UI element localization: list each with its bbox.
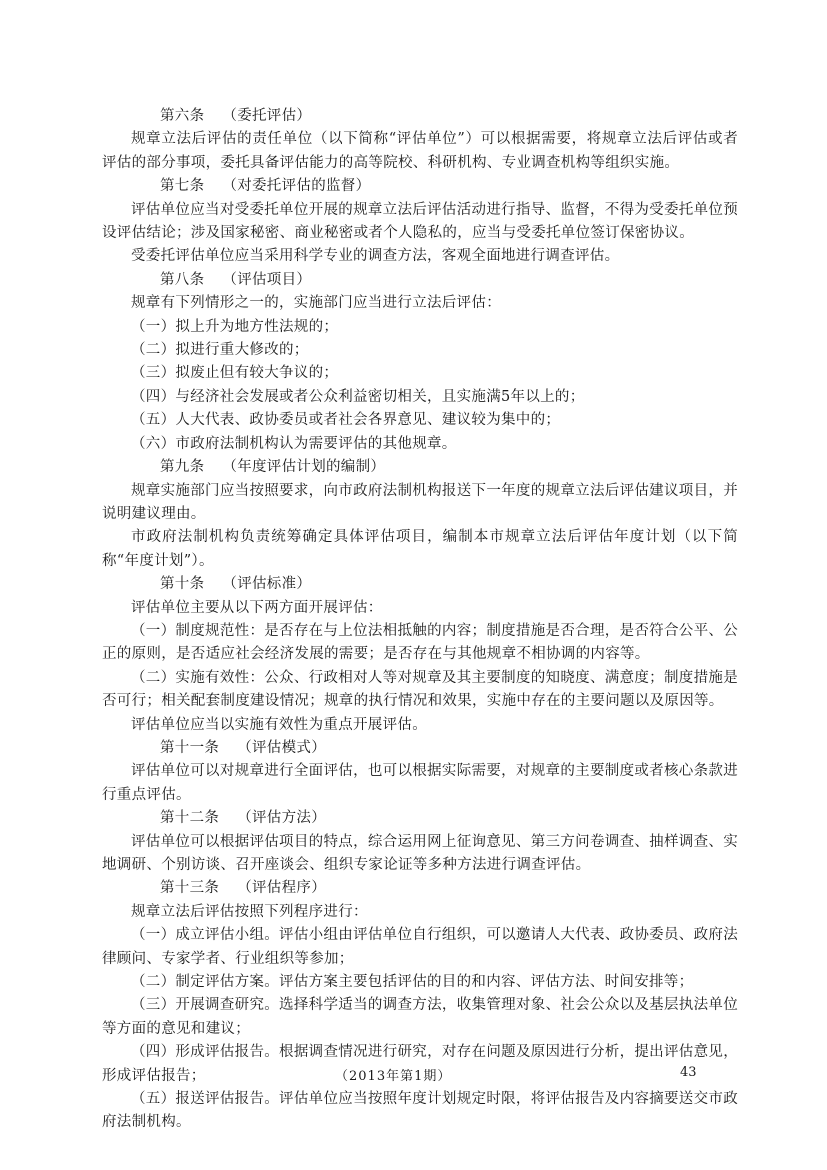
article-heading [102,737,738,760]
body-paragraph: 规章有下列情形之一的，实施部门应当进行立法后评估： [131,295,501,312]
article-number: 第九条 [160,459,205,476]
article-title: （评估程序） [237,880,327,897]
article-number: 第七条 [160,178,205,195]
body-paragraph: 规章立法后评估按照下列程序进行： [131,903,368,920]
body-paragraph: （一）制度规范性：是否存在与上位法相抵触的内容；制度措施是否合理，是否符合公平、公正的原则，是否适应社会经济发展的需要；是否存在与其他规章不相协调的内容等。 [102,622,738,663]
body-paragraph: （一）拟上升为地方性法规的； [131,318,339,335]
regulation-text [102,105,738,1135]
body-paragraph: （二）实施有效性：公众、行政相对人等对规章及其主要制度的知晓度、满意度；制度措施是否可行；相关配套制度建设情况；规章的执行情况和效果，实施中存在的主要问题以及原因等。 [102,669,738,710]
body-paragraph: （六）市政府法制机构认为需要评估的其他规章。 [131,435,457,452]
body-paragraph: 规章实施部门应当按照要求，向市政府法制机构报送下一年度的规章立法后评估建议项目，并说明建议理由。 [102,482,738,522]
body-paragraph: （四）形成评估报告。根据调查情况进行研究，对存在问题及原因进行分析，提出评估意见，形成评估报告； [102,1044,738,1084]
article-title: （年度评估计划的编制） [222,459,386,476]
article-heading [102,105,738,128]
body-paragraph: （一）成立评估小组。评估小组由评估单位自行组织，可以邀请人大代表、政协委员、政府法律顾问、专家学者、行业组织等参加； [102,927,738,967]
article-title: （对委托评估的监督） [222,178,371,195]
body-paragraph: （三）拟废止但有较大争议的； [131,365,339,382]
article-heading [102,456,738,479]
article-heading [102,269,738,292]
article-number: 第十三条 [160,880,220,897]
body-paragraph: 评估单位应当对受委托单位开展的规章立法后评估活动进行指导、监督，不得为受委托单位预设评估结论；涉及国家秘密、商业秘密或者个人隐私的，应当与受委托单位签订保密协议。 [102,201,738,242]
body-paragraph: 规章立法后评估的责任单位（以下简称“评估单位”）可以根据需要，将规章立法后评估或者评估的部分事项，委托具备评估能力的高等院校、科研机构、专业调查机构等组织实施。 [102,131,738,171]
body-paragraph: 市政府法制机构负责统筹确定具体评估项目，编制本市规章立法后评估年度计划（以下简称“年度计划”）。 [102,529,738,569]
body-paragraph: 评估单位应当以实施有效性为重点开展评估。 [131,716,427,733]
body-paragraph: 评估单位可以对规章进行全面评估，也可以根据实际需要，对规章的主要制度或者核心条款进行重点评估。 [102,763,738,803]
article-number: 第十条 [160,576,205,593]
body-paragraph: （二）制定评估方案。评估方案主要包括评估的目的和内容、评估方法、时间安排等； [131,974,694,991]
body-paragraph: （四）与经济社会发展或者公众利益密切相关，且实施满5年以上的； [131,388,585,405]
article-heading [102,807,738,830]
body-paragraph: 评估单位主要从以下两方面开展评估： [131,599,383,616]
page-footer [0,1065,827,1089]
body-paragraph: （二）拟进行重大修改的； [131,342,309,359]
article-number: 第十一条 [160,739,220,756]
article-title: （委托评估） [222,108,312,124]
article-number: 第十二条 [160,810,220,827]
body-paragraph: （五）人大代表、政协委员或者社会各界意见、建议较为集中的； [131,412,561,429]
article-heading [102,877,738,900]
article-number: 第六条 [160,108,205,124]
article-heading [102,573,738,596]
article-heading [102,175,738,198]
page-number: 43 [680,1065,697,1080]
article-title: （评估方法） [237,810,327,827]
body-paragraph: 受委托评估单位应当采用科学专业的调查方法，客观全面地进行调查评估。 [131,248,620,265]
issue-label: （2013年第1期） [335,1069,452,1084]
article-number: 第八条 [160,271,205,288]
article-title: （评估标准） [222,576,312,593]
article-title: （评估模式） [237,739,327,756]
body-paragraph: 评估单位可以根据评估项目的特点，综合运用网上征询意见、第三方问卷调查、抽样调查、实地调研、个别访谈、召开座谈会、组织专家论证等多种方法进行调查评估。 [102,833,738,873]
body-paragraph: （五）报送评估报告。评估单位应当按照年度计划规定时限，将评估报告及内容摘要送交市政府法制机构。 [102,1091,738,1131]
article-title: （评估项目） [222,271,312,288]
body-paragraph: （三）开展调查研究。选择科学适当的调查方法，收集管理对象、社会公众以及基层执法单位等方面的意见和建议； [102,997,738,1037]
